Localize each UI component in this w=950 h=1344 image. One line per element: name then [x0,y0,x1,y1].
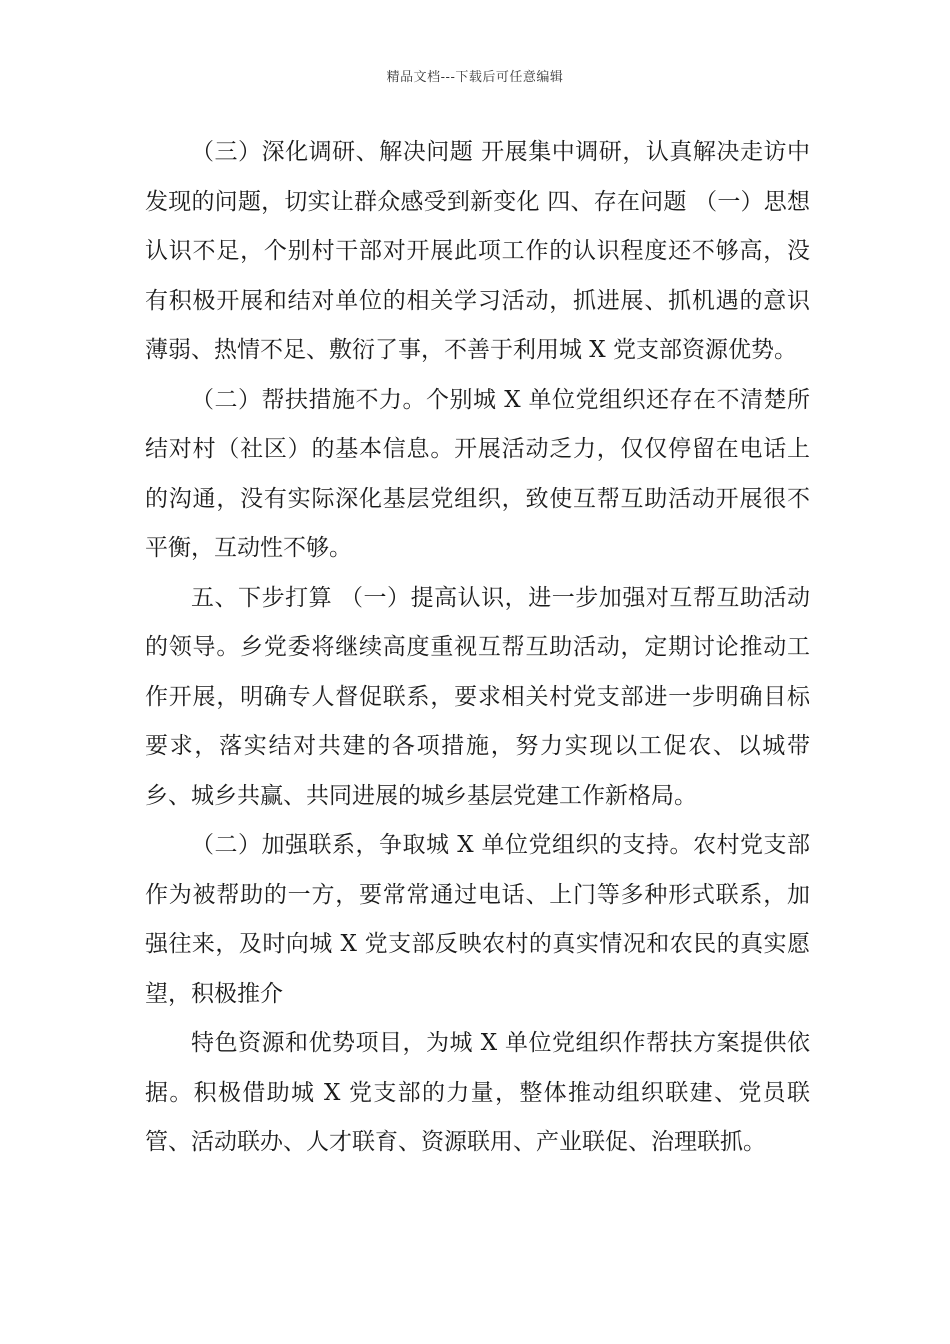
page-header: 精品文档---下载后可任意编辑 [386,70,564,85]
document-body [145,128,810,1168]
paragraph-strengthen-contact: （二）加强联系，争取城 X 单位党组织的支持。农村党支部作为被帮助的一方，要常常通过电话、上门等多种形式联系，加强往来，及时向城 X 党支部反映农村的真实情况和农民的真实愿望，积极推介 [145,832,810,1007]
paragraph-featured-resources: 特色资源和优势项目，为城 X 单位党组织作帮扶方案提供依据。积极借助城 X 党支部的力量，整体推动组织联建、党员联管、活动联办、人才联育、资源联用、产业联促、治理联抓。 [145,1030,810,1155]
paragraph-next-steps: 五、下步打算 （一）提高认识，进一步加强对互帮互助活动的领导。乡党委将继续高度重视互帮互助活动，定期讨论推动工作开展，明确专人督促联系，要求相关村党支部进一步明确目标要求，落实结对共建的各项措施，努力实现以工促农、以城带乡、城乡共赢、共同进展的城乡基层党建工作新格局。 [145,584,810,809]
paragraph-research: （三）深化调研、解决问题 开展集中调研，认真解决走访中发现的问题，切实让群众感受到新变化 四、存在问题 （一）思想认识不足，个别村干部对开展此项工作的认识程度还不够高，没有积极开展和结对单位的相关学习活动，抓进展、抓机遇的意识薄弱、热情不足、敷衍了事，不善于利用城 X 党支部资源优势。 [145,139,810,363]
paragraph-assistance-measures: （二）帮扶措施不力。个别城 X 单位党组织还存在不清楚所结对村（社区）的基本信息。开展活动乏力，仅仅停留在电话上的沟通，没有实际深化基层党组织，致使互帮互助活动开展很不平衡，互动性不够。 [145,386,810,561]
